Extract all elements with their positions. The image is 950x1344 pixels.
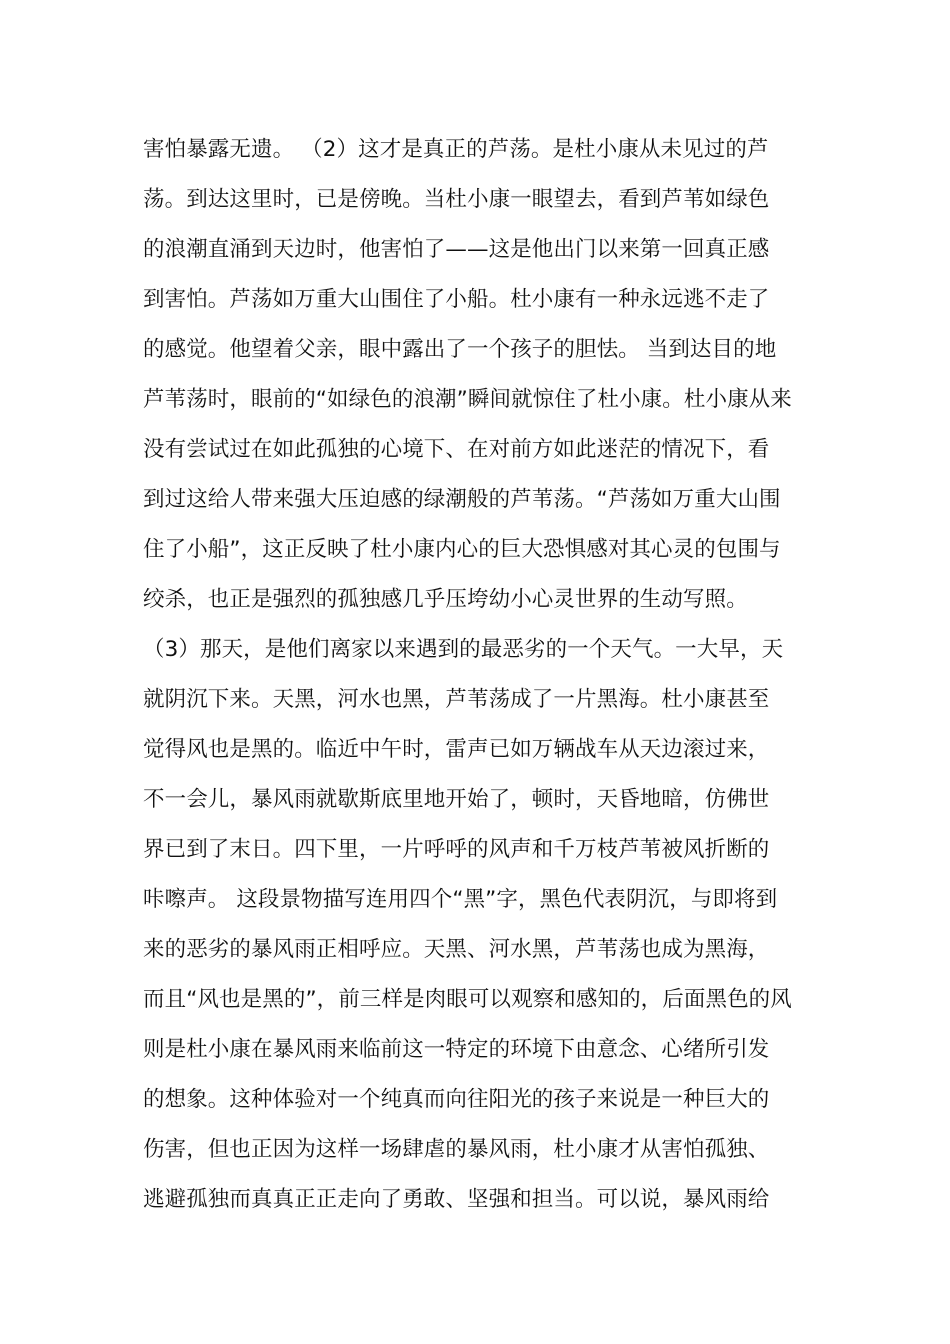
text-line: 到过这给人带来强大压迫感的绿潮般的芦苇荡。“芦荡如万重大山围 xyxy=(143,487,781,512)
text-line: 的想象。这种体验对一个纯真而向往阳光的孩子来说是一种巨大的 xyxy=(143,1087,770,1112)
text-line: 来的恶劣的暴风雨正相呼应。天黑、河水黑，芦苇荡也成为黑海， xyxy=(143,937,770,962)
text-line: 到害怕。芦荡如万重大山围住了小船。杜小康有一种永远逃不走了 xyxy=(143,287,770,312)
text-line: 绞杀，也正是强烈的孤独感几乎压垮幼小心灵世界的生动写照。 xyxy=(143,587,748,612)
text-line: 界已到了末日。四下里，一片呼呼的风声和千万枝芦苇被风折断的 xyxy=(143,837,770,862)
text-line: 逃避孤独而真真正正走向了勇敢、坚强和担当。可以说，暴风雨给 xyxy=(143,1187,770,1212)
text-line: （3）那天，是他们离家以来遇到的最恶劣的一个天气。一大早，天 xyxy=(143,637,784,662)
text-line: 荡。到达这里时，已是傍晚。当杜小康一眼望去，看到芦苇如绿色 xyxy=(143,187,770,212)
text-line: 咔嚓声。 这段景物描写连用四个“黑”字，黑色代表阴沉，与即将到 xyxy=(143,887,778,912)
body-text xyxy=(143,125,813,1225)
text-line: 的浪潮直涌到天边时，他害怕了——这是他出门以来第一回真正感 xyxy=(143,237,770,262)
text-line: 没有尝试过在如此孤独的心境下、在对前方如此迷茫的情况下，看 xyxy=(143,437,770,462)
text-line: 则是杜小康在暴风雨来临前这一特定的环境下由意念、心绪所引发 xyxy=(143,1037,770,1062)
text-line: 的感觉。他望着父亲，眼中露出了一个孩子的胆怯。 当到达目的地 xyxy=(143,337,777,362)
text-line: 不一会儿，暴风雨就歇斯底里地开始了，顿时，天昏地暗，仿佛世 xyxy=(143,787,770,812)
text-line: 伤害，但也正因为这样一场肆虐的暴风雨，杜小康才从害怕孤独、 xyxy=(143,1137,770,1162)
text-line: 害怕暴露无遗。 （2）这才是真正的芦荡。是杜小康从未见过的芦 xyxy=(143,137,769,162)
text-line: 芦苇荡时，眼前的“如绿色的浪潮”瞬间就惊住了杜小康。杜小康从来 xyxy=(143,387,792,412)
text-line: 住了小船”，这正反映了杜小康内心的巨大恐惧感对其心灵的包围与 xyxy=(143,537,781,562)
text-line: 就阴沉下来。天黑，河水也黑，芦苇荡成了一片黑海。杜小康甚至 xyxy=(143,687,770,712)
text-line: 觉得风也是黑的。临近中午时，雷声已如万辆战车从天边滚过来， xyxy=(143,737,770,762)
text-line: 而且“风也是黑的”，前三样是肉眼可以观察和感知的，后面黑色的风 xyxy=(143,987,792,1012)
